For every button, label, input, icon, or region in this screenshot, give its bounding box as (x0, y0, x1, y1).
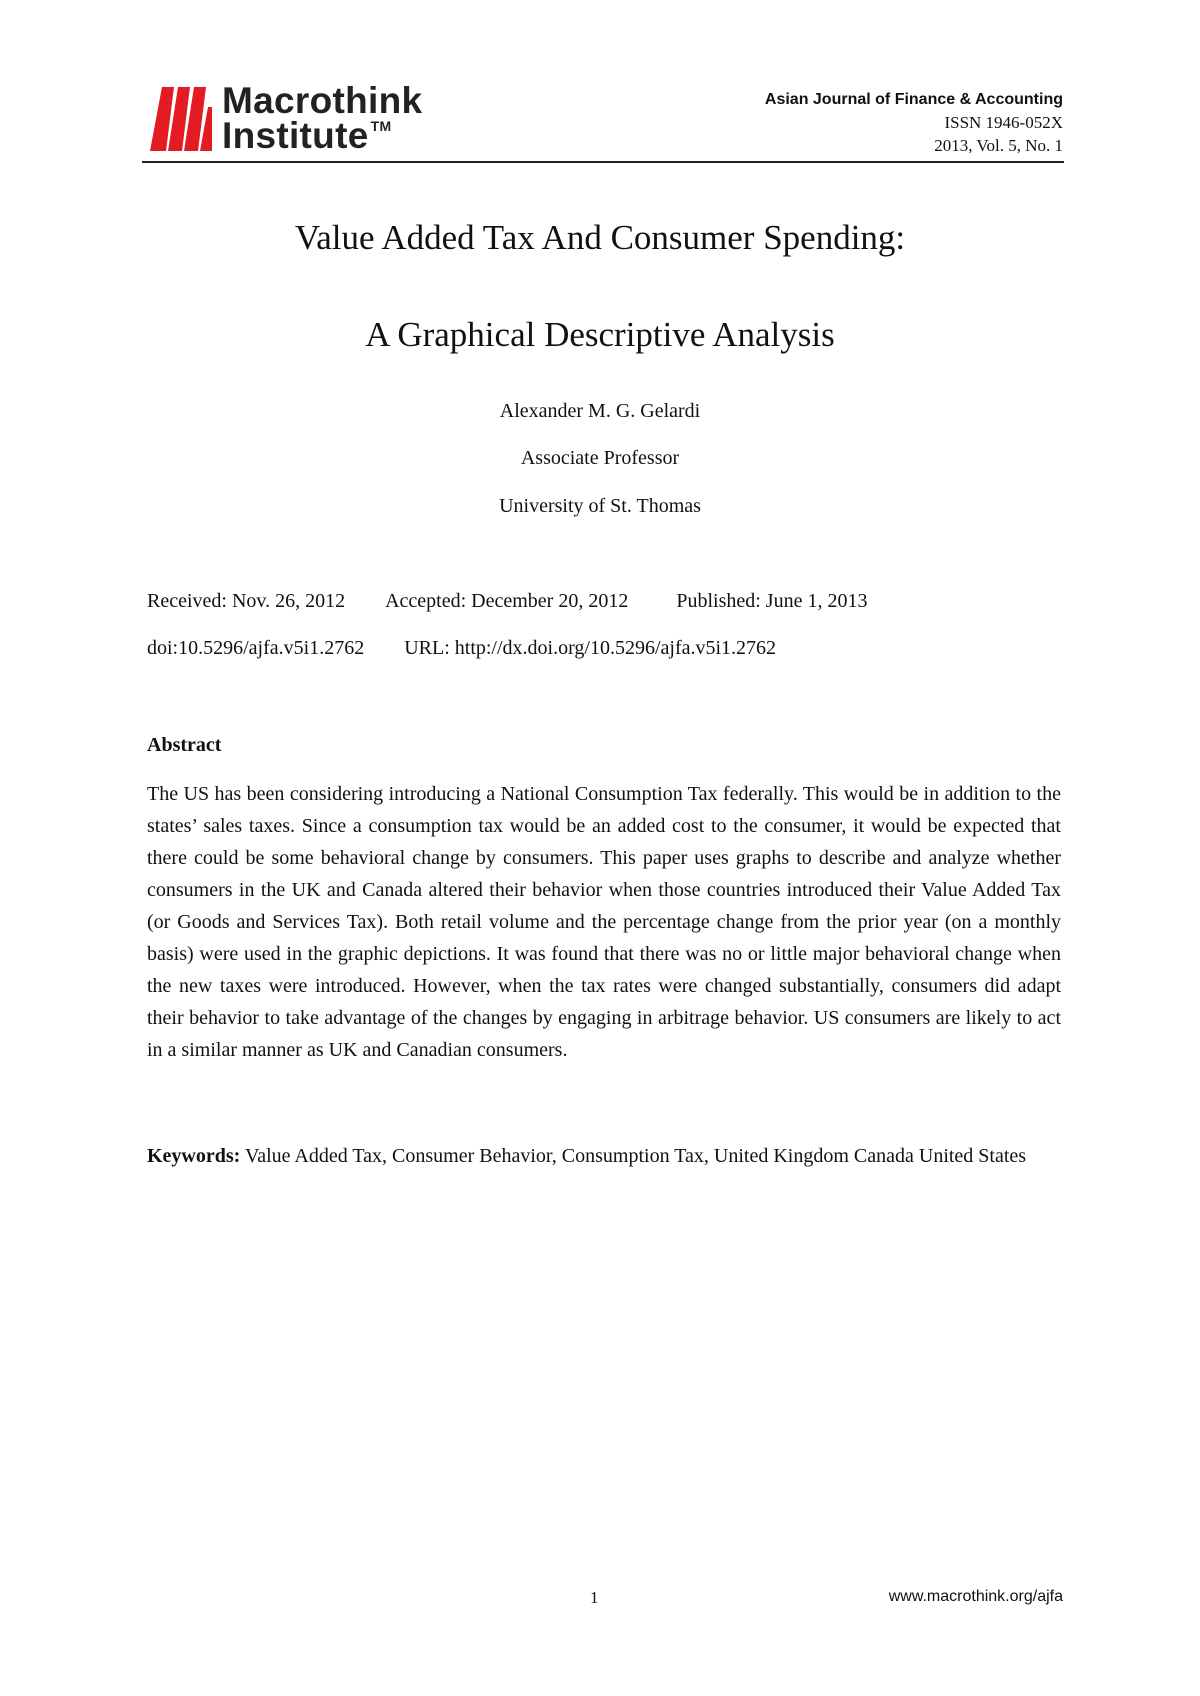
trademark-symbol: TM (370, 118, 392, 134)
footer-url[interactable]: www.macrothink.org/ajfa (888, 1588, 1063, 1605)
page-number: 1 (590, 1588, 599, 1607)
logo-wordmark-line2 (222, 117, 422, 154)
publisher-logo (148, 82, 422, 154)
header-divider (142, 161, 1064, 163)
accepted-date: Accepted: December 20, 2012 (385, 590, 629, 612)
keywords-text: Value Added Tax, Consumer Behavior, Consumption Tax, United Kingdom Canada United States (244, 1145, 1027, 1167)
author-name: Alexander M. G. Gelardi (499, 400, 701, 422)
abstract-body: The US has been considering introducing a National Consumption Tax federally. This would be in addition to the states’ sales taxes. Since a consumption tax would be an added cost to the consumer, it would be expected that there could be some behavioral change by consumers. This paper uses graphs to describe and analyze whether consumers in the UK and Canada altered their behavior when those countries introduced their Value Added Tax (or Goods and Services Tax). Both retail volume and the percentage change from the prior year (on a monthly basis) were used in the graphic depictions. It was found that there was no or little major behavioral change when the new taxes were introduced. However, when the tax rates were changed substantially, consumers did adapt their behavior to take advantage of the changes by engaging in arbitrage behavior. US consumers are likely to act in a similar manner as UK and Canadian consumers. (147, 783, 1061, 1061)
journal-volume: 2013, Vol. 5, No. 1 (934, 136, 1063, 155)
author-position: Associate Professor (520, 447, 680, 469)
logo-wordmark-institute: Institute (222, 115, 369, 156)
keywords (147, 1140, 1061, 1172)
author-affiliation: University of St. Thomas (499, 495, 701, 517)
doi-text: doi:10.5296/ajfa.v5i1.2762 (147, 637, 365, 659)
abstract-heading: Abstract (147, 734, 222, 756)
url-link[interactable]: URL: http://dx.doi.org/10.5296/ajfa.v5i1.2762 (404, 637, 777, 659)
identifier-line (147, 637, 776, 660)
received-date: Received: Nov. 26, 2012 (147, 590, 346, 612)
paper-title-line2: A Graphical Descriptive Analysis (365, 315, 835, 354)
logo-wordmark-line1: Macrothink (222, 80, 423, 121)
macrothink-m-logo-icon (148, 83, 214, 153)
publication-dates (147, 590, 867, 613)
journal-issn: ISSN 1946-052X (944, 113, 1063, 132)
journal-meta (765, 88, 1063, 157)
paper-title-line1: Value Added Tax And Consumer Spending: (294, 218, 906, 257)
keywords-label: Keywords: (147, 1145, 241, 1167)
published-date: Published: June 1, 2013 (676, 590, 868, 612)
journal-name: Asian Journal of Finance & Accounting (764, 91, 1063, 108)
